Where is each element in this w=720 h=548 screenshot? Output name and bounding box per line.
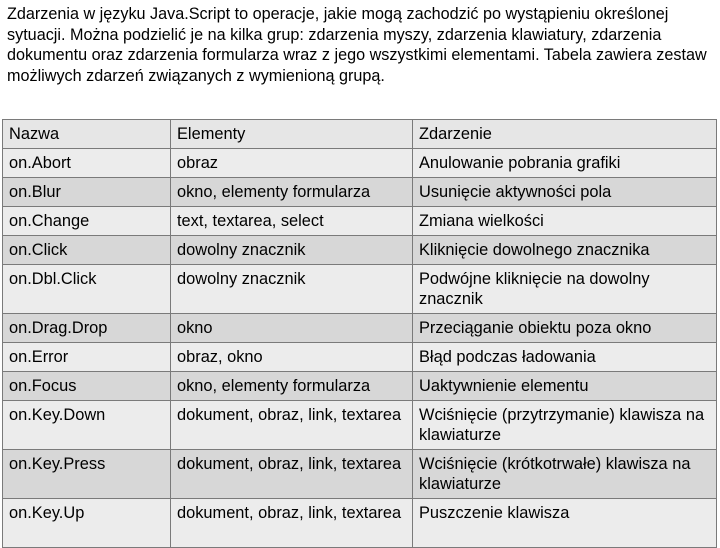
event-elements-cell: okno, elementy formularza	[171, 178, 413, 207]
event-elements-cell: dowolny znacznik	[171, 265, 413, 314]
table-row	[3, 401, 717, 450]
event-description-cell: Puszczenie klawisza	[413, 499, 717, 548]
table-row	[3, 343, 717, 372]
table-body	[3, 149, 717, 548]
table-header	[3, 120, 717, 149]
event-elements-cell: okno	[171, 314, 413, 343]
event-description-cell: Wciśnięcie (krótkotrwałe) klawisza na klawiaturze	[413, 450, 717, 499]
event-description-cell: Kliknięcie dowolnego znacznika	[413, 236, 717, 265]
table-row	[3, 236, 717, 265]
table-row	[3, 372, 717, 401]
table-row	[3, 314, 717, 343]
event-description-cell: Błąd podczas ładowania	[413, 343, 717, 372]
table-row	[3, 450, 717, 499]
column-header-name: Nazwa	[3, 120, 171, 149]
table-row	[3, 207, 717, 236]
table-row	[3, 265, 717, 314]
event-name-cell: on.Blur	[3, 178, 171, 207]
table-row	[3, 178, 717, 207]
event-name-cell: on.Drag.Drop	[3, 314, 171, 343]
event-elements-cell: dokument, obraz, link, textarea	[171, 499, 413, 548]
event-elements-cell: obraz	[171, 149, 413, 178]
event-description-cell: Usunięcie aktywności pola	[413, 178, 717, 207]
event-elements-cell: text, textarea, select	[171, 207, 413, 236]
event-description-cell: Przeciąganie obiektu poza okno	[413, 314, 717, 343]
event-description-cell: Uaktywnienie elementu	[413, 372, 717, 401]
event-elements-cell: dokument, obraz, link, textarea	[171, 401, 413, 450]
event-name-cell: on.Abort	[3, 149, 171, 178]
event-name-cell: on.Key.Down	[3, 401, 171, 450]
table-row	[3, 499, 717, 548]
event-name-cell: on.Key.Press	[3, 450, 171, 499]
column-header-elements: Elementy	[171, 120, 413, 149]
event-description-cell: Zmiana wielkości	[413, 207, 717, 236]
event-name-cell: on.Focus	[3, 372, 171, 401]
event-elements-cell: okno, elementy formularza	[171, 372, 413, 401]
event-name-cell: on.Key.Up	[3, 499, 171, 548]
event-description-cell: Anulowanie pobrania grafiki	[413, 149, 717, 178]
column-header-event: Zdarzenie	[413, 120, 717, 149]
event-description-cell: Wciśnięcie (przytrzymanie) klawisza na klawiaturze	[413, 401, 717, 450]
event-name-cell: on.Error	[3, 343, 171, 372]
event-elements-cell: dokument, obraz, link, textarea	[171, 450, 413, 499]
event-elements-cell: dowolny znacznik	[171, 236, 413, 265]
events-table	[2, 119, 717, 548]
event-name-cell: on.Dbl.Click	[3, 265, 171, 314]
event-description-cell: Podwójne kliknięcie na dowolny znacznik	[413, 265, 717, 314]
table-row	[3, 149, 717, 178]
event-name-cell: on.Click	[3, 236, 171, 265]
event-elements-cell: obraz, okno	[171, 343, 413, 372]
intro-paragraph: Zdarzenia w języku Java.Script to operacje, jakie mogą zachodzić po wystąpieniu określonej sytuacji. Można podzielić je na kilka grup: zdarzenia myszy, zdarzenia klawiatury, zdarzenia dokumentu oraz zdarzenia formularza wraz z jego wszystkimi elementami. Tabela zawiera zestaw możliwych zdarzeń związanych z wymienioną grupą.	[7, 5, 707, 85]
header-row	[3, 120, 717, 149]
event-name-cell: on.Change	[3, 207, 171, 236]
